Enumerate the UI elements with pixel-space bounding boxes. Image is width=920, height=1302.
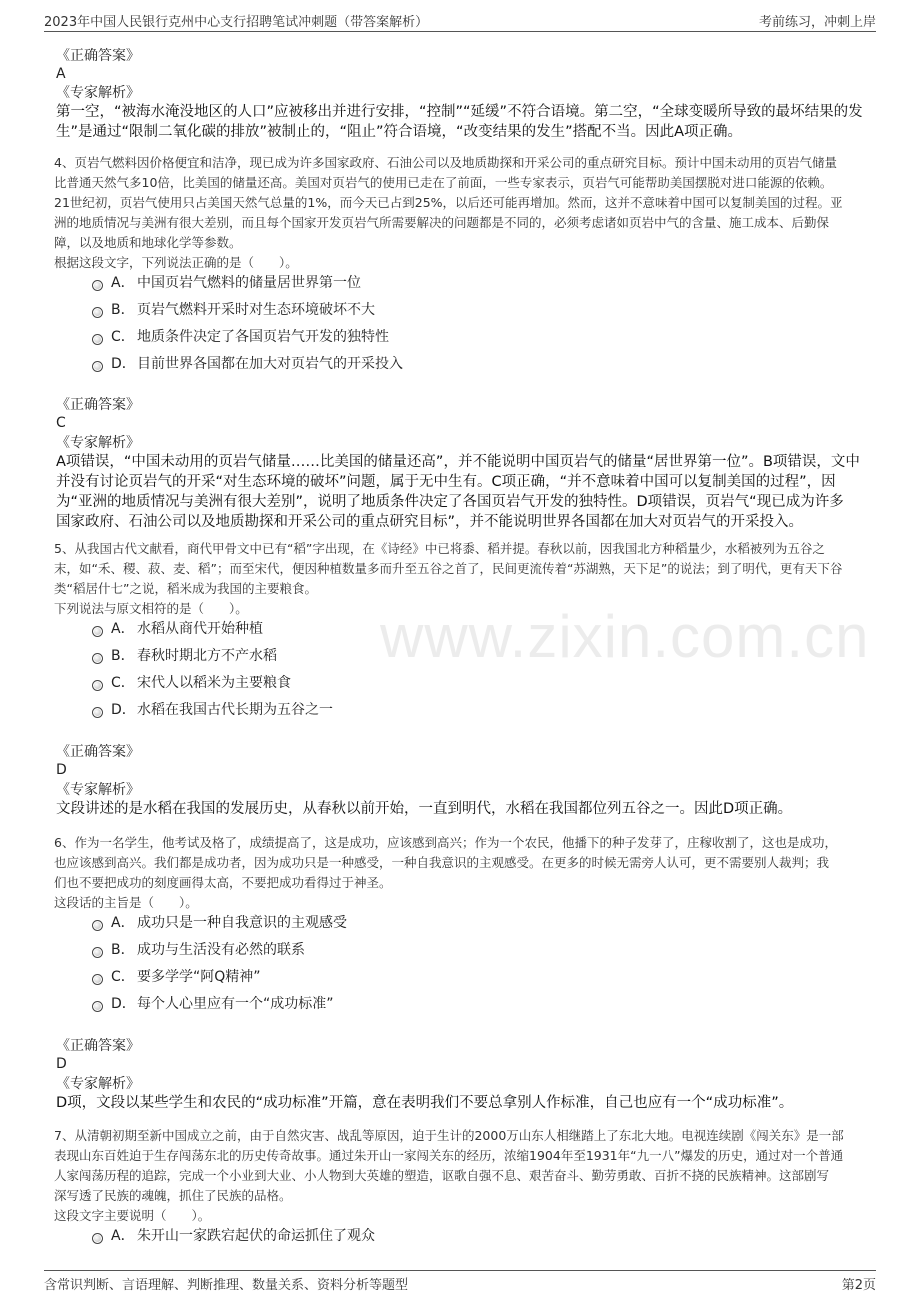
- option-letter: A．: [111, 275, 135, 291]
- question-line: 末，如“禾、稷、菽、麦、稻”；而至宋代，便因种植数量多而升至五谷之首了，民间更流传着“苏湖熟，天下足”的说法；到了明代，更有天下谷: [54, 561, 843, 576]
- question-line: 表现山东百姓迫于生存闯荡东北的历史传奇故事。通过朱开山一家闯关东的经历，浓缩1904年至1931年“九一八”爆发的历史，通过对一个普通: [54, 1148, 844, 1163]
- option-text: 每个人心里应有一个“成功标准”: [137, 996, 334, 1012]
- radio-icon[interactable]: [92, 626, 103, 637]
- radio-icon[interactable]: [92, 653, 103, 664]
- question-line: 障，以及地质和地球化学等参数。: [54, 235, 242, 250]
- question-line: 4、页岩气燃料因价格便宜和洁净，现已成为许多国家政府、石油公司以及地质勘探和开采公司的重点研究目标。预计中国未动用的页岩气储量: [54, 155, 837, 170]
- option-a[interactable]: [92, 620, 263, 638]
- option-letter: B．: [111, 942, 135, 958]
- analysis-line: 第一空，“被海水淹没地区的人口”应被移出并进行安排，“控制”“延缓”不符合语境。第二空，“全球变暖所导致的最坏结果的发: [56, 104, 863, 120]
- question-prompt: 下列说法与原文相符的是（ ）。: [54, 601, 248, 616]
- option-a[interactable]: [92, 914, 347, 932]
- option-text: 春秋时期北方不产水稻: [137, 648, 277, 664]
- option-a[interactable]: [92, 274, 361, 292]
- option-letter: B．: [111, 648, 135, 664]
- question-line: 21世纪初，页岩气使用只占美国天然气总量的1%，而今天已占到25%，以后还可能再增加。然而，这并不意味着中国可以复制美国的过程。亚: [54, 195, 843, 210]
- option-letter: B．: [111, 302, 135, 318]
- question-prompt: 根据这段文字，下列说法正确的是（ ）。: [54, 255, 298, 270]
- analysis-text: [56, 1093, 864, 1113]
- analysis-line: 为“亚洲的地质情况与美洲有很大差别”，说明了地质条件决定了各国页岩气开发的独特性。D项错误，页岩气“现已成为许多: [56, 494, 844, 510]
- question-5: [54, 539, 866, 619]
- option-text: 成功与生活没有必然的联系: [137, 942, 305, 958]
- question-line: 也应该感到高兴。我们都是成功者，因为成功只是一种感受，一种自我意识的主观感受。在更多的时候无需旁人认可，更不需要别人裁判；我: [54, 855, 830, 870]
- option-letter: C．: [111, 675, 135, 691]
- question-line: 类“稻居什七”之说，稻米成为我国的主要粮食。: [54, 581, 317, 596]
- radio-icon[interactable]: [92, 974, 103, 985]
- option-d[interactable]: [92, 355, 403, 373]
- header-title: 2023年中国人民银行克州中心支行招聘笔试冲刺题（带答案解析）: [44, 15, 429, 30]
- option-text: 成功只是一种自我意识的主观感受: [137, 915, 347, 931]
- question-line: 深写透了民族的魂魄，抓住了民族的品格。: [54, 1188, 292, 1203]
- analysis-label: 《专家解析》: [56, 85, 140, 101]
- page-footer: [44, 1270, 876, 1293]
- option-c[interactable]: [92, 968, 261, 986]
- analysis-text: [56, 452, 864, 532]
- radio-icon[interactable]: [92, 334, 103, 345]
- question-6: [54, 833, 866, 913]
- answer-value: C: [56, 415, 66, 431]
- answer-label: 《正确答案》: [56, 397, 140, 413]
- footer-note: 含常识判断、言语理解、判断推理、数量关系、资料分析等题型: [44, 1278, 409, 1293]
- page-number: 第2页: [841, 1278, 876, 1293]
- analysis-label: 《专家解析》: [56, 435, 140, 451]
- watermark: www.zixin.com.cn: [380, 603, 870, 670]
- option-text: 朱开山一家跌宕起伏的命运抓住了观众: [137, 1228, 375, 1244]
- option-b[interactable]: [92, 941, 305, 959]
- option-c[interactable]: [92, 328, 389, 346]
- radio-icon[interactable]: [92, 1001, 103, 1012]
- question-line: 洲的地质情况与美洲有很大差别，而且每个国家开发页岩气所需要解决的问题都是不同的，必须考虑诸如页岩中气的含量、施工成本、后勤保: [54, 215, 830, 230]
- option-text: 中国页岩气燃料的储量居世界第一位: [137, 275, 361, 291]
- analysis-line: D项，文段以某些学生和农民的“成功标准”开篇，意在表明我们不要总拿别人作标准，自己也应有一个“成功标准”。: [56, 1095, 794, 1111]
- question-line: 人家闯荡历程的追踪，完成一个小业到大业、小人物到大英雄的塑造，讴歌自强不息、艰苦奋斗、勤劳勇敢、百折不挠的民族精神。这部剧写: [54, 1168, 830, 1183]
- analysis-line: 并没有讨论页岩气的开采“对生态环境的破坏”问题，属于无中生有。C项正确，“并不意味着中国可以复制美国的过程”，因: [56, 474, 836, 490]
- analysis-line: 文段讲述的是水稻在我国的发展历史，从春秋以前开始，一直到明代，水稻在我国都位列五谷之一。因此D项正确。: [56, 801, 793, 817]
- option-text: 宋代人以稻米为主要粮食: [137, 675, 291, 691]
- option-letter: A．: [111, 1228, 135, 1244]
- answer-value: D: [56, 1056, 67, 1072]
- radio-icon[interactable]: [92, 307, 103, 318]
- answer-label: 《正确答案》: [56, 1038, 140, 1054]
- option-letter: D．: [111, 702, 136, 718]
- option-text: 要多学学“阿Q精神”: [137, 969, 261, 985]
- analysis-label: 《专家解析》: [56, 782, 140, 798]
- option-letter: C．: [111, 969, 135, 985]
- option-letter: A．: [111, 621, 135, 637]
- analysis-line: 生”是通过“限制二氧化碳的排放”被制止的，“阻止”符合语境，“改变结果的发生”搭配不当。因此A项正确。: [56, 124, 742, 140]
- answer-label: 《正确答案》: [56, 744, 140, 760]
- header-slogan: 考前练习，冲刺上岸: [758, 15, 876, 30]
- option-letter: D．: [111, 996, 136, 1012]
- radio-icon[interactable]: [92, 680, 103, 691]
- radio-icon[interactable]: [92, 947, 103, 958]
- question-line: 6、作为一名学生，他考试及格了，成绩提高了，这是成功，应该感到高兴；作为一个农民，他播下的种子发芽了，庄稼收割了，这也是成功，: [54, 835, 837, 850]
- option-letter: C．: [111, 329, 135, 345]
- analysis-text: [56, 799, 864, 819]
- option-b[interactable]: [92, 647, 277, 665]
- question-line: 们也不要把成功的刻度画得太高，不要把成功看得过于神圣。: [54, 875, 392, 890]
- question-prompt: 这段话的主旨是（ ）。: [54, 895, 198, 910]
- option-text: 页岩气燃料开采时对生态环境破坏不大: [137, 302, 375, 318]
- question-4: [54, 153, 866, 273]
- option-text: 水稻在我国古代长期为五谷之一: [137, 702, 333, 718]
- analysis-text: [56, 102, 864, 142]
- answer-label: 《正确答案》: [56, 48, 140, 64]
- answer-value: D: [56, 762, 67, 778]
- radio-icon[interactable]: [92, 361, 103, 372]
- analysis-line: A项错误，“中国未动用的页岩气储量……比美国的储量还高”，并不能说明中国页岩气的储量“居世界第一位”。B项错误，文中: [56, 454, 860, 470]
- option-c[interactable]: [92, 674, 291, 692]
- option-letter: A．: [111, 915, 135, 931]
- radio-icon[interactable]: [92, 280, 103, 291]
- option-text: 目前世界各国都在加大对页岩气的开采投入: [137, 356, 403, 372]
- option-d[interactable]: [92, 995, 334, 1013]
- option-text: 地质条件决定了各国页岩气开发的独特性: [137, 329, 389, 345]
- question-7: [54, 1126, 866, 1226]
- analysis-label: 《专家解析》: [56, 1076, 140, 1092]
- radio-icon[interactable]: [92, 1233, 103, 1244]
- option-d[interactable]: [92, 701, 333, 719]
- radio-icon[interactable]: [92, 707, 103, 718]
- radio-icon[interactable]: [92, 920, 103, 931]
- analysis-line: 国家政府、石油公司以及地质勘探和开采公司的重点研究目标”，并不能说明世界各国都在加大对页岩气的开采投入。: [56, 514, 804, 530]
- question-prompt: 这段文字主要说明（ ）。: [54, 1208, 211, 1223]
- option-b[interactable]: [92, 301, 375, 319]
- option-a[interactable]: [92, 1227, 375, 1245]
- question-line: 7、从清朝初期至新中国成立之前，由于自然灾害、战乱等原因，迫于生计的2000万山东人相继踏上了东北大地。电视连续剧《闯关东》是一部: [54, 1128, 844, 1143]
- question-line: 5、从我国古代文献看，商代甲骨文中已有“稻”字出现，在《诗经》中已将黍、稻并提。春秋以前，因我国北方种稻量少，水稻被列为五谷之: [54, 541, 825, 556]
- option-text: 水稻从商代开始种植: [137, 621, 263, 637]
- answer-value: A: [56, 66, 66, 82]
- question-line: 比普通天然气多10倍，比美国的储量还高。美国对页岩气的使用已走在了前面，一些专家表示，页岩气可能帮助美国摆脱对进口能源的依赖。: [54, 175, 833, 190]
- page-header: [44, 11, 876, 32]
- option-letter: D．: [111, 356, 136, 372]
